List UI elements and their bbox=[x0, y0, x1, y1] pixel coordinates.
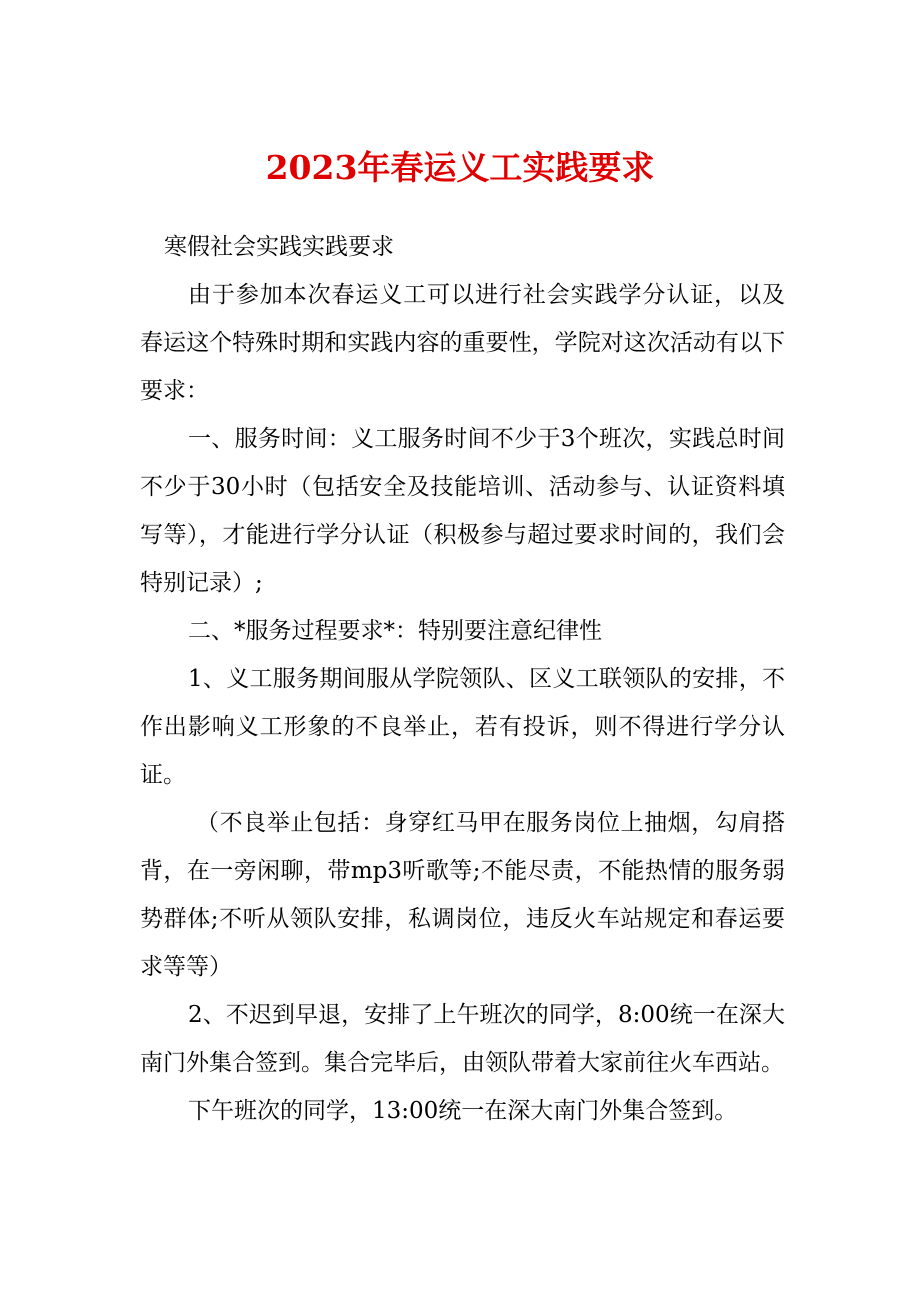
service-time-paragraph: 一、服务时间：义工服务时间不少于3个班次，实践总时间不少于30小时（包括安全及技能培训、活动参与、认证资料填写等），才能进行学分认证（积极参与超过要求时间的，我们会特别记录）; bbox=[140, 426, 785, 596]
rule-1-paragraph: 1、义工服务期间服从学院领队、区义工联领队的安排，不作出影响义工形象的不良举止，若有投诉，则不得进行学分认证。 bbox=[140, 666, 785, 788]
intro-paragraph: 由于参加本次春运义工可以进行社会实践学分认证，以及春运这个特殊时期和实践内容的重要性，学院对这次活动有以下要求： bbox=[140, 282, 785, 404]
process-requirements-heading: 二、*服务过程要求*：特别要注意纪律性 bbox=[188, 618, 602, 644]
bad-behavior-note: （不良举止包括：身穿红马甲在服务岗位上抽烟，勾肩搭背，在一旁闲聊，带mp3听歌等;不能尽责，不能热情的服务弱势群体;不听从领队安排，私调岗位，违反火车站规定和春运要求等等） bbox=[140, 810, 785, 980]
document-body bbox=[140, 223, 785, 1135]
afternoon-shift-paragraph: 下午班次的同学，13:00统一在深大南门外集合签到。 bbox=[188, 1098, 738, 1124]
document-title: 2023年春运义工实践要求 bbox=[265, 148, 655, 187]
rule-2-paragraph: 2、不迟到早退，安排了上午班次的同学，8:00统一在深大南门外集合签到。集合完毕后，由领队带着大家前往火车西站。 bbox=[140, 1002, 785, 1076]
subheading: 寒假社会实践实践要求 bbox=[164, 234, 394, 260]
